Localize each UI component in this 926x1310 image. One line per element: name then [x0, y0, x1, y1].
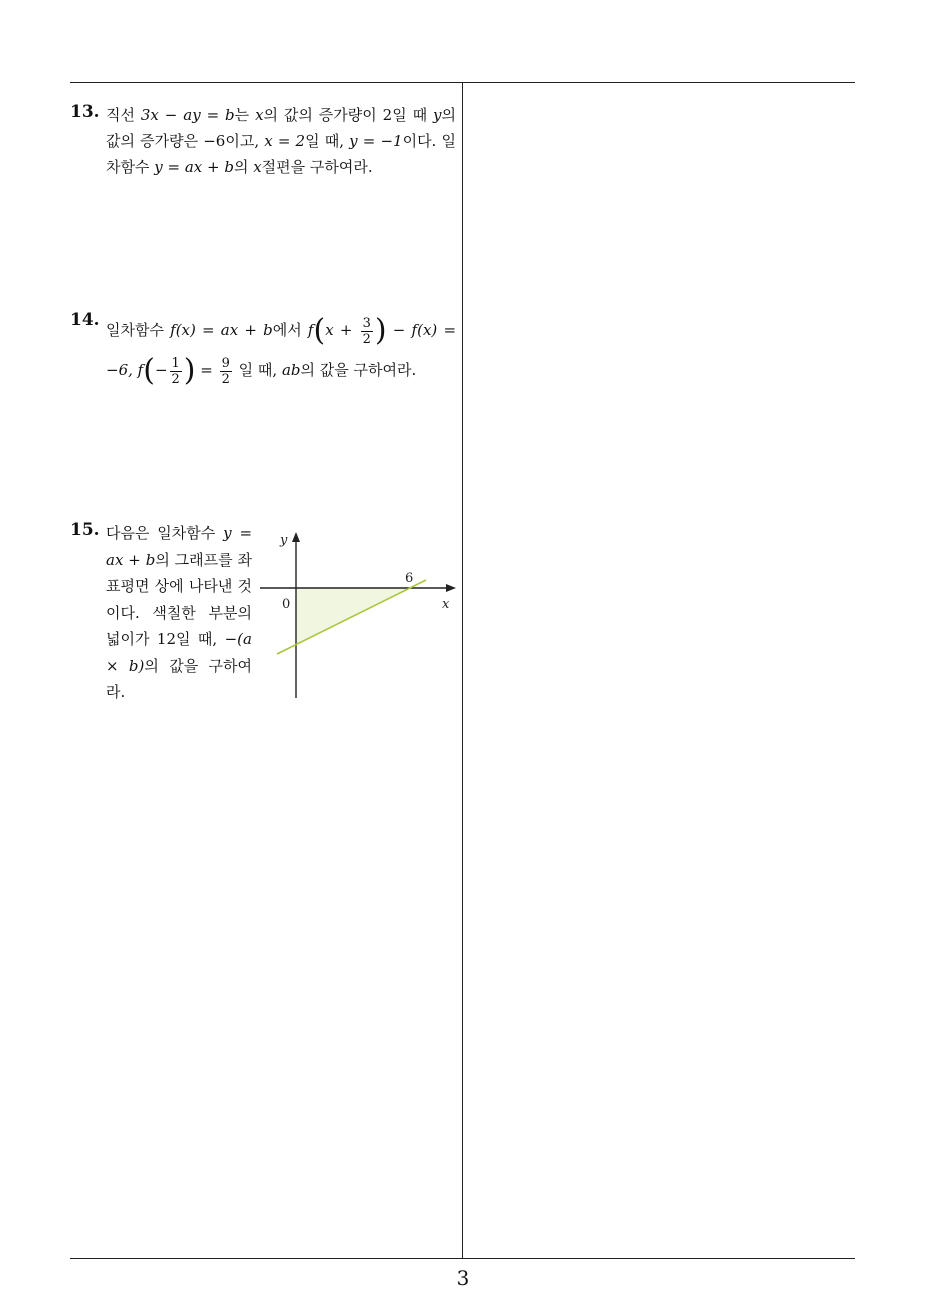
x-axis-arrow-icon [446, 584, 456, 592]
math-equation: −(a × b) [106, 630, 252, 675]
math-equation: y = ax + b [154, 158, 234, 176]
text-segment: 절편을 구하여라. [261, 158, 373, 176]
problem-text [106, 520, 252, 706]
math-function: f [307, 321, 314, 339]
right-paren: ) [374, 313, 387, 348]
text-segment: 일 때 [392, 106, 434, 124]
fraction [361, 316, 373, 347]
left-paren: ( [313, 313, 326, 348]
text-segment: 이다. 일차함수 [106, 132, 456, 176]
fraction-denominator: 2 [221, 371, 230, 387]
math-variable: x [253, 158, 262, 176]
minus-sign: − [154, 361, 168, 379]
fraction [220, 356, 232, 387]
y-axis-arrow-icon [292, 532, 300, 542]
bottom-rule [70, 1258, 855, 1259]
text-segment: 다음은 일차함수 [106, 524, 224, 542]
problem-text [106, 102, 456, 180]
math-number: 12 [156, 630, 176, 648]
fraction-numerator: 9 [221, 355, 230, 371]
page-number: 3 [456, 1266, 470, 1290]
math-expression: x + [325, 321, 359, 339]
fraction-denominator: 2 [362, 331, 371, 347]
x-axis-label: x [442, 597, 450, 612]
math-equation: y = −1 [349, 132, 403, 150]
equals-sign: = [195, 361, 218, 379]
math-variable: x [255, 106, 264, 124]
text-segment: 일 때, [305, 132, 350, 150]
y-axis-label: y [280, 533, 288, 548]
math-variable: ab [281, 361, 301, 379]
math-variable: y [433, 106, 442, 124]
text-segment: 일 때, [233, 361, 282, 379]
problem-number: 15. [70, 520, 100, 540]
problem-number: 13. [70, 102, 100, 122]
x-intercept-label: 6 [405, 571, 414, 586]
fraction [170, 356, 182, 387]
problem-number: 14. [70, 310, 100, 330]
text-segment: 에서 [272, 321, 308, 339]
fraction-numerator: 3 [362, 315, 371, 331]
text-segment: 의 값의 증가량은 [106, 106, 456, 150]
math-function: f [137, 361, 144, 379]
text-segment: 의 값을 구하여라. [300, 361, 417, 379]
text-segment: 일 때, [176, 630, 225, 648]
text-segment: 이고, [225, 132, 265, 150]
text-segment: 의 값의 증가량이 [263, 106, 383, 124]
math-equation: f(x) = ax + b [170, 321, 273, 339]
math-number: −6 [203, 132, 226, 150]
text-segment: 의 [233, 158, 254, 176]
origin-label: 0 [282, 597, 291, 612]
text-segment: 직선 [106, 106, 141, 124]
coordinate-graph [260, 528, 460, 708]
math-equation: y = ax + b [106, 524, 253, 569]
text-segment: 일차함수 [106, 321, 171, 339]
math-equation: x = 2 [264, 132, 306, 150]
text-segment: 의 값을 구하여라. [106, 656, 252, 701]
fraction-denominator: 2 [171, 371, 180, 387]
math-expression: − f(x) = −6, [106, 321, 457, 379]
text-segment: 의 그래프를 좌표평면 상에 나타낸 것이다. 색칠한 부분의 넓이가 [106, 550, 252, 648]
left-paren: ( [143, 353, 155, 388]
text-segment: 는 [234, 106, 256, 124]
right-paren: ) [183, 353, 196, 388]
column-divider [462, 82, 463, 1258]
math-equation: 3x − ay = b [140, 106, 235, 124]
problem-text [106, 310, 456, 390]
fraction-numerator: 1 [171, 355, 180, 371]
math-number: 2 [382, 106, 393, 124]
